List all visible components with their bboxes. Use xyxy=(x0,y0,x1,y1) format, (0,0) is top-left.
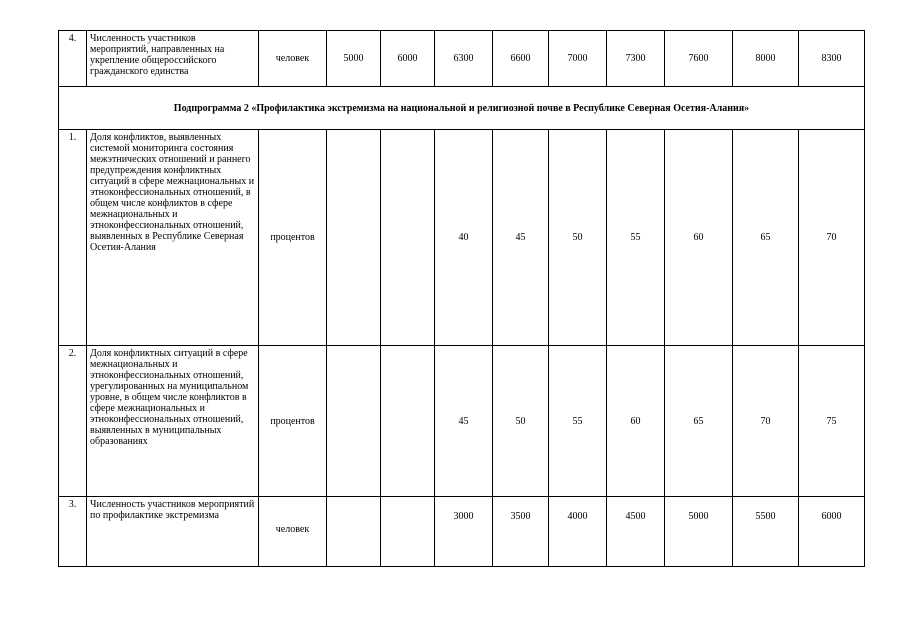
value-cell: 6600 xyxy=(493,31,549,87)
value-cell: 75 xyxy=(799,346,865,497)
value-cell: 70 xyxy=(799,130,865,346)
value-cell: 65 xyxy=(733,130,799,346)
value-cell: 50 xyxy=(493,346,549,497)
indicator-name: Доля конфликтных ситуаций в сфере межнациональных и этноконфессиональных отношений, урегулированных на муниципальном уровне, в общем числе конфликтов в сфере межнациональных и этноконфессиональных отношений, выявленных в муниципальных образованиях xyxy=(87,346,259,497)
indicator-name: Численность участников мероприятий по профилактике экстремизма xyxy=(87,497,259,567)
indicator-name: Доля конфликтов, выявленных системой мониторинга состояния межэтнических отношений и раннего предупреждения конфликтных ситуаций в сфере межнациональных и этноконфессиональных отношений, в общем числе конфликтов в сфере межнациональных и этноконфессиональных отношений, выявленных в Республике Северная Осетия-Алания xyxy=(87,130,259,346)
value-cell: 45 xyxy=(435,346,493,497)
value-cell: 55 xyxy=(549,346,607,497)
value-cell: 6000 xyxy=(799,497,865,567)
value-cell: 45 xyxy=(493,130,549,346)
value-cell xyxy=(327,497,381,567)
value-cell: 3000 xyxy=(435,497,493,567)
value-cell: 50 xyxy=(549,130,607,346)
row-number: 1. xyxy=(59,130,87,346)
value-cell: 7300 xyxy=(607,31,665,87)
unit-cell: процентов xyxy=(259,346,327,497)
value-cell: 3500 xyxy=(493,497,549,567)
value-cell: 6300 xyxy=(435,31,493,87)
value-cell xyxy=(327,130,381,346)
row-number: 3. xyxy=(59,497,87,567)
value-cell: 4500 xyxy=(607,497,665,567)
indicators-table xyxy=(58,30,865,567)
table-row xyxy=(59,130,865,346)
unit-cell: человек xyxy=(259,31,327,87)
value-cell xyxy=(381,130,435,346)
row-number: 2. xyxy=(59,346,87,497)
value-cell: 40 xyxy=(435,130,493,346)
table-row xyxy=(59,346,865,497)
table-row xyxy=(59,497,865,567)
row-number: 4. xyxy=(59,31,87,87)
indicator-name: Численность участников мероприятий, направленных на укрепление общероссийского гражданского единства xyxy=(87,31,259,87)
section-row xyxy=(59,87,865,130)
value-cell: 5000 xyxy=(665,497,733,567)
value-cell: 70 xyxy=(733,346,799,497)
value-cell: 7600 xyxy=(665,31,733,87)
value-cell: 5000 xyxy=(327,31,381,87)
value-cell: 5500 xyxy=(733,497,799,567)
value-cell: 4000 xyxy=(549,497,607,567)
value-cell: 60 xyxy=(665,130,733,346)
value-cell: 55 xyxy=(607,130,665,346)
value-cell xyxy=(381,497,435,567)
value-cell: 6000 xyxy=(381,31,435,87)
subprogram-title: Подпрограмма 2 «Профилактика экстремизма на национальной и религиозной почве в Республике Северная Осетия-Алания» xyxy=(59,87,865,130)
value-cell: 60 xyxy=(607,346,665,497)
value-cell: 8300 xyxy=(799,31,865,87)
value-cell: 65 xyxy=(665,346,733,497)
value-cell xyxy=(381,346,435,497)
value-cell: 7000 xyxy=(549,31,607,87)
value-cell xyxy=(327,346,381,497)
unit-cell: процентов xyxy=(259,130,327,346)
value-cell: 8000 xyxy=(733,31,799,87)
table-row xyxy=(59,31,865,87)
unit-cell: человек xyxy=(259,497,327,567)
